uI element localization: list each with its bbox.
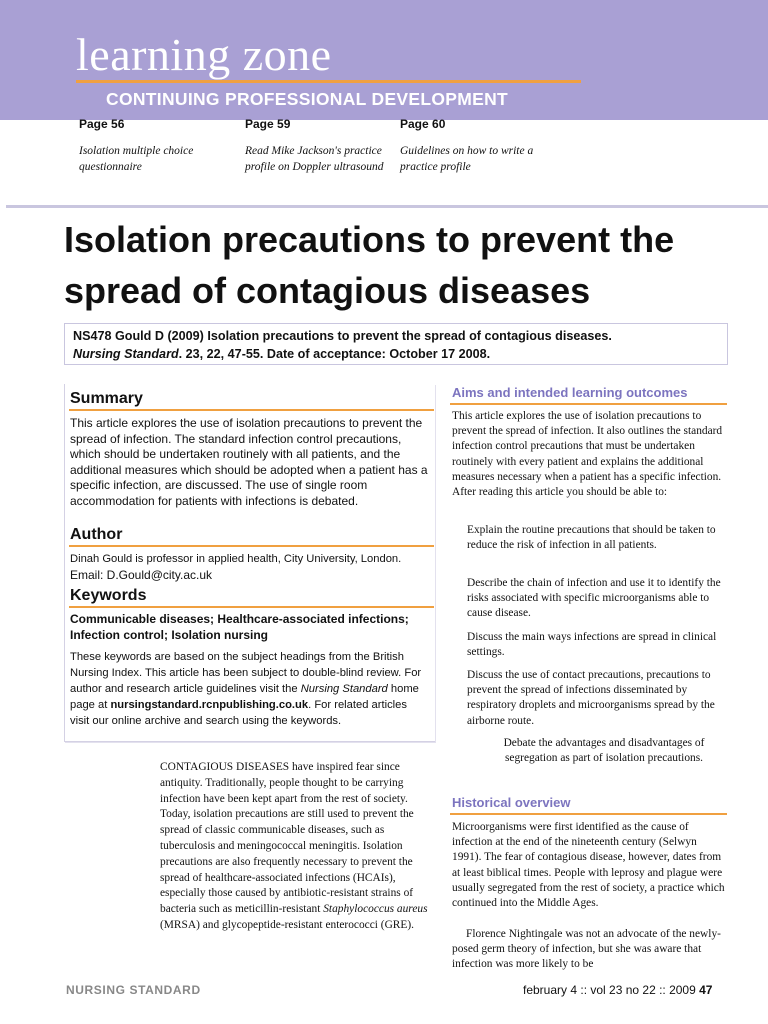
author-rule <box>69 545 434 547</box>
intro-paragraph <box>160 760 435 934</box>
aims-intro: This article explores the use of isolation precautions to prevent the spread of infection. It also outlines the standard infection control precautions that must be undertaken routinely with every patient and explains the additional measures necessary when a patient has a specific infection. After reading this article you should be able to: <box>452 410 723 499</box>
history-paragraph-1: Microorganisms were first identified as the cause of infection at the end of the nineteenth century (Selwyn 1991). The fear of contagious disease, however, dates from at least biblical times. People with leprosy and plague were usually segregated from the rest of society, a practice which continued into the Middle Ages. <box>452 821 725 910</box>
journal-homepage-link[interactable]: nursingstandard.rcnpublishing.co.uk <box>110 699 309 711</box>
section-title: learning zone <box>76 29 332 80</box>
author-text: Dinah Gould is professor in applied health, City University, London. <box>70 553 402 565</box>
keywords-note-journal: Nursing Standard <box>300 683 388 695</box>
teaser-description: Read Mike Jackson's practice profile on Doppler ultrasound <box>245 145 384 173</box>
section-subtitle: CONTINUING PROFESSIONAL DEVELOPMENT <box>106 89 509 109</box>
objective-item: Explain the routine precautions that should be taken to reduce the risk of infection in all patients. <box>467 524 716 552</box>
citation-journal: Nursing Standard <box>73 347 179 361</box>
keywords-rule <box>69 606 434 608</box>
teaser-page-59[interactable] <box>245 117 385 175</box>
history-rule <box>450 813 727 815</box>
teaser-page-label: Page 59 <box>245 117 291 131</box>
footer-issue-text: february 4 :: vol 23 no 22 :: 2009 <box>523 983 696 997</box>
objective-item: Describe the chain of infection and use it to identify the risks associated with specific microorganisms able to cause disease. <box>467 577 721 620</box>
teaser-page-56[interactable] <box>79 117 229 175</box>
intro-lead: CONTAGIOUS DISEASES <box>160 761 290 773</box>
author-email[interactable]: Email: D.Gould@city.ac.uk <box>70 568 213 582</box>
footer-page-number: 47 <box>699 983 713 997</box>
teaser-page-label: Page 56 <box>79 117 125 131</box>
citation-box <box>64 323 728 365</box>
intro-organism: Staphylococcus aureus <box>323 903 428 916</box>
teaser-description: Isolation multiple choice questionnaire <box>79 145 194 173</box>
citation-line-2 <box>73 345 719 363</box>
summary-text: This article explores the use of isolation precautions to prevent the spread of infection. The standard infection control precautions, which should be undertaken routinely with all patients, and the additional measures which should be adopted when a patient has a specific infection, are discussed. The use of single room accommodation for patients with infections is debated. <box>70 416 428 508</box>
summary-box <box>64 384 435 742</box>
citation-line-1: NS478 Gould D (2009) Isolation precautions to prevent the spread of contagious diseases. <box>73 329 612 343</box>
objective-item: Discuss the use of contact precautions, precautions to prevent the spread of infections disseminated by respiratory droplets and microorganisms spread by the airborne route. <box>467 669 715 727</box>
footer-publication: NURSING STANDARD <box>66 983 201 997</box>
history-heading: Historical overview <box>452 795 571 810</box>
header-divider <box>6 205 768 208</box>
summary-heading: Summary <box>70 390 143 407</box>
intro-text: (MRSA) and glycopeptide-resistant enterococci (GRE). <box>160 918 414 931</box>
teaser-page-label: Page 60 <box>400 117 446 131</box>
history-paragraph-2: Florence Nightingale was not an advocate of the newly-posed germ theory of infection, but she was aware that infection was more likely to be <box>452 928 721 971</box>
keywords-heading: Keywords <box>70 587 147 604</box>
keywords-note-text: . For related articles visit our online archive and search using the keywords. <box>70 699 407 727</box>
intro-text: have inspired fear since antiquity. Traditionally, people thought to be carrying infection have been kept apart from the rest of society. Today, isolation precautions are still used to prevent the spread of classic communicable diseases, such as tuberculosis and meningococcal meningitis. Isolation precautions are also frequently necessary to prevent the spread of healthcare-associated infections (HCAIs), especially those caused by antibiotic-resistant strains of bacteria such as meticillin-resistant <box>160 761 414 916</box>
title-underline <box>76 80 581 83</box>
aims-rule <box>450 403 727 405</box>
aims-heading: Aims and intended learning outcomes <box>452 385 688 400</box>
keywords-note-text: home page at <box>70 683 419 711</box>
keywords-note <box>70 649 428 729</box>
teaser-page-60[interactable] <box>400 117 540 175</box>
keywords-note-text: These keywords are based on the subject headings from the British Nursing Index. This article has been subject to double-blind review. For author and research article guidelines visit the <box>70 651 422 695</box>
keywords-list: Communicable diseases; Healthcare-associated infections; Infection control; Isolation nursing <box>70 612 409 642</box>
article-title: Isolation precautions to prevent the spread of contagious diseases <box>64 219 675 311</box>
teaser-description: Guidelines on how to write a practice profile <box>400 145 534 173</box>
objective-item: Debate the advantages and disadvantages of segregation as part of isolation precautions. <box>503 737 705 765</box>
author-heading: Author <box>70 526 123 543</box>
citation-details: . 23, 22, 47-55. Date of acceptance: October 17 2008. <box>178 347 491 361</box>
objective-item: Discuss the main ways infections are spread in clinical settings. <box>467 631 717 659</box>
summary-rule <box>69 409 434 411</box>
footer-issue <box>523 983 712 997</box>
